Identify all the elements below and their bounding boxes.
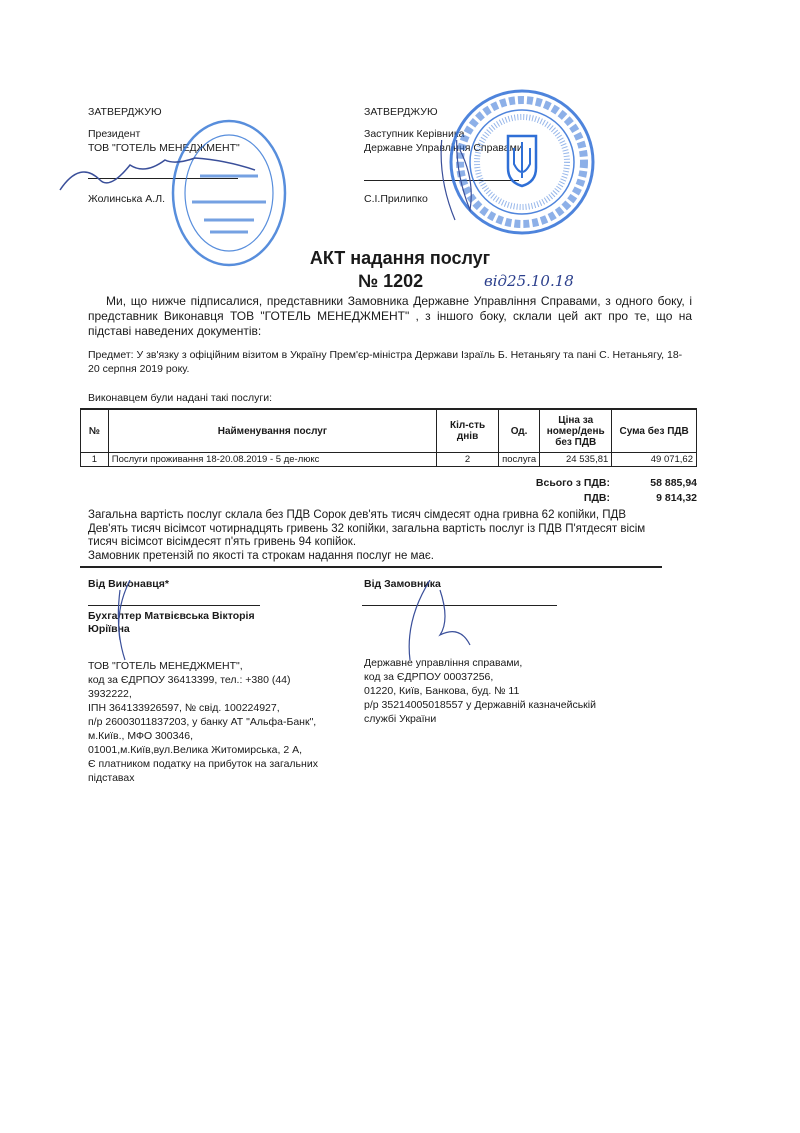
- col-header-service: Найменування послуг: [108, 409, 436, 453]
- table-header-row: [81, 409, 697, 453]
- vat-label: ПДВ:: [583, 492, 610, 504]
- document-number: № 1202: [358, 271, 424, 291]
- intro-paragraph: Ми, що нижче підписалися, представники Замовника Державне Управління Справами, з одного боку, і представник Виконавця ТОВ "ГОТЕЛЬ МЕНЕДЖМЕНТ" , з іншого боку, склали цей акт про те, що на підставі наведених документів:: [88, 294, 692, 338]
- col-header-unit: Од.: [499, 409, 540, 453]
- cell-number: 1: [81, 453, 109, 467]
- handwritten-signatures: [50, 140, 510, 230]
- approval-left-heading: ЗАТВЕРДЖУЮ: [88, 106, 162, 118]
- requisite-line: підставах: [88, 772, 135, 784]
- requisite-line: 01220, Київ, Банкова, буд. № 11: [364, 685, 520, 697]
- col-header-price: Ціна за номер/день без ПДВ: [540, 409, 612, 453]
- customer-requisites: [364, 656, 596, 726]
- divider: [80, 566, 662, 568]
- total-value: 58 885,94: [650, 477, 697, 489]
- requisite-line: код за ЄДРПОУ 00037256,: [364, 671, 494, 683]
- approval-right-heading: ЗАТВЕРДЖУЮ: [364, 106, 438, 118]
- subject-paragraph: Предмет: У зв'язку з офіційним візитом в Україну Прем'єр-міністра Держави Ізраїль Б. Нетаньягу та пані С. Нетаньягу, 18-20 серпня 2019 року.: [88, 349, 683, 375]
- approval-right-name: С.І.Прилипко: [364, 193, 428, 205]
- requisite-line: 3932222,: [88, 688, 132, 700]
- requisite-line: ТОВ "ГОТЕЛЬ МЕНЕДЖМЕНТ",: [88, 660, 243, 672]
- cell-sum: 49 071,62: [612, 453, 697, 467]
- requisite-line: м.Київ., МФО 300346,: [88, 730, 194, 742]
- requisite-line: Державне управління справами,: [364, 657, 523, 669]
- requisite-line: службі України: [364, 713, 437, 725]
- requisite-line: п/р 26003011837203, у банку АТ "Альфа-Банк",: [88, 716, 317, 728]
- cell-service: Послуги проживання 18-20.08.2019 - 5 де-люкс: [108, 453, 436, 467]
- executor-requisites: [88, 659, 318, 785]
- no-claims-text: Замовник претензій по якості та строкам надання послуг не має.: [88, 549, 434, 562]
- summary-block: [88, 509, 658, 563]
- table-row: [81, 453, 697, 467]
- approval-left-name: Жолинська А.Л.: [88, 193, 166, 205]
- executor-signer: Бухгалтер Матвієвська Вікторія Юріївна: [88, 610, 255, 635]
- cell-days: 2: [437, 453, 499, 467]
- vat-value: 9 814,32: [656, 492, 697, 504]
- approval-left-org: ТОВ "ГОТЕЛЬ МЕНЕДЖМЕНТ": [88, 142, 240, 154]
- col-header-number: №: [81, 409, 109, 453]
- col-header-sum: Сума без ПДВ: [612, 409, 697, 453]
- cell-unit: послуга: [499, 453, 540, 467]
- summary-paragraph: Загальна вартість послуг склала без ПДВ Сорок дев'ять тисяч сімдесят одна гривна 62 копійки, ПДВ Дев'ять тисяч вісімсот чотирнадцять гривень 32 копійки, загальна вартість послуг із ПДВ П'ятдесят вісім тисяч вісімсот вісімдесят п'ять гривень 94 копійок.: [88, 509, 646, 548]
- requisite-line: р/р 35214005018557 у Державній казначейській: [364, 699, 596, 711]
- approval-left-position: Президент: [88, 128, 141, 140]
- approval-right-org: Державне Управління Справами: [364, 142, 523, 154]
- requisite-line: код за ЄДРПОУ 36413399, тел.: +380 (44): [88, 674, 291, 686]
- col-header-days: Кіл-сть днів: [437, 409, 499, 453]
- cell-price: 24 535,81: [540, 453, 612, 467]
- customer-heading: Від Замовника: [364, 578, 441, 590]
- services-table: [80, 408, 697, 467]
- services-intro: Виконавцем були надані такі послуги:: [88, 392, 273, 404]
- requisite-line: ІПН 364133926597, № свід. 100224927,: [88, 702, 280, 714]
- approval-right-position: Заступник Керівника: [364, 128, 465, 140]
- executor-heading: Від Виконавця*: [88, 578, 169, 590]
- requisite-line: Є платником податку на прибуток на загальних: [88, 758, 318, 770]
- total-label: Всього з ПДВ:: [535, 477, 610, 489]
- document-title: АКТ надання послуг: [309, 248, 491, 268]
- handwritten-date: від25.10.18: [484, 272, 574, 290]
- requisite-line: 01001,м.Київ,вул.Велика Житомирська, 2 А,: [88, 744, 303, 756]
